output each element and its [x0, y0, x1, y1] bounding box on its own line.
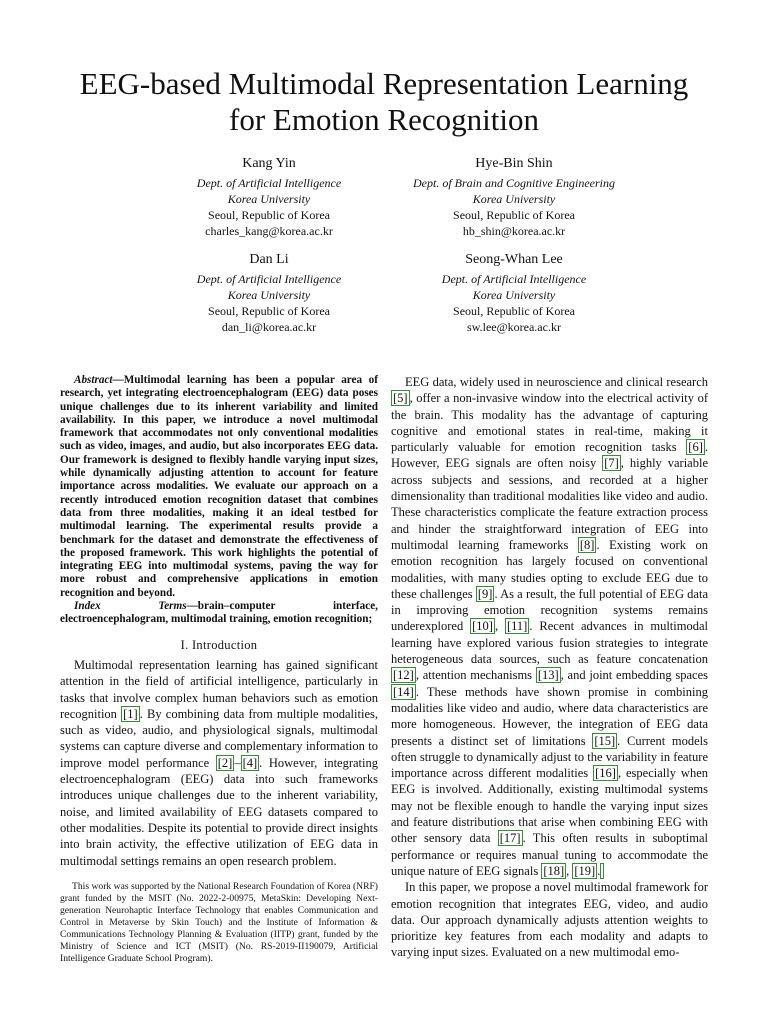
paper-title — [0, 66, 768, 138]
author-email: charles_kang@korea.ac.kr — [205, 224, 333, 238]
citation-link[interactable]: [6] — [688, 440, 703, 455]
abstract-text: —Multimodal learning has been a popular area of research, yet integrating electroencephalogram (EEG) data poses unique challenges due to its inherent variability and limited availability. In this paper, we introduce a novel multimodal framework that accommodates not only conventional modalities such as video, images, and audio, but also incorporates EEG data. Our framework is designed to flexibly handle varying input sizes, while dynamically adjusting attention to account for feature importance across modalities. We evaluate our approach on a recently introduced emotion recognition dataset that combines data from three modalities, making it an ideal testbed for multimodal learning. The experimental results provide a benchmark for the dataset and demonstrate the effectiveness of the proposed framework. This work highlights the potential of integrating EEG into multimodal systems, paving the way for more robust and comprehensive applications in emotion recognition and beyond. — [60, 374, 378, 599]
text-span: . — [597, 863, 601, 878]
citation-link[interactable]: [4] — [242, 755, 258, 770]
text-span: . By combining data from multiple modalities, such as video, audio, and physiological signals, multimodal systems can capture diverse and complementary information to improve model performance — [60, 706, 378, 770]
author-dept: Dept. of Brain and Cognitive Engineering — [413, 176, 615, 190]
citation-link[interactable]: [16] — [595, 766, 616, 781]
section-heading: I. Introduction — [180, 637, 258, 652]
citation-link[interactable]: [5] — [393, 391, 408, 406]
author-university: Korea University — [227, 192, 311, 206]
text-span: . However, EEG signals are often noisy — [391, 440, 708, 471]
author-location: Seoul, Republic of Korea — [453, 304, 575, 318]
left-column — [60, 374, 378, 965]
citation-link[interactable]: [10] — [472, 619, 493, 634]
citation-link[interactable]: [17] — [499, 831, 521, 846]
abstract — [60, 374, 378, 600]
author-email: sw.lee@korea.ac.kr — [467, 320, 561, 334]
text-span: , attention mechanisms — [415, 668, 536, 683]
author-dept: Dept. of Artificial Intelligence — [441, 272, 587, 286]
intro-paragraph-1 — [60, 657, 378, 869]
index-terms-text: —brain–computer interface, electroencephalogram, multimodal training, emotion recognition; — [60, 600, 378, 626]
author-name: Hye-Bin Shin — [475, 156, 553, 171]
citation-link[interactable]: [11] — [506, 619, 528, 634]
funding-footnote: This work was supported by the National Research Foundation of Korea (NRF) grant funded by the MSIT (No. 2022-2-00975, MetaSkin: Developing Next-generation Neurohaptic Interface Technology that enables Communication and Control in Metaverse by Skin Touch) and the Institute of Information & Communications Technology Planning & Evaluation (IITP) grant, funded by the Ministry of Science and ICT (MSIT) (No. RS-2019-II190079, Artificial Intelligence Graduate School Program). — [60, 880, 378, 964]
text-span: , and joint embedding spaces — [560, 668, 708, 683]
author-dept: Dept. of Artificial Intelligence — [196, 176, 342, 190]
text-span: – — [234, 755, 241, 770]
citation-link[interactable]: [14] — [393, 684, 414, 699]
author-email: hb_shin@korea.ac.kr — [462, 224, 566, 238]
text-span: EEG data, widely used in neuroscience and clinical research — [405, 375, 708, 389]
author-block — [349, 250, 679, 335]
title-line-2: for Emotion Recognition — [229, 102, 539, 137]
citation-link[interactable]: [18] — [543, 863, 565, 878]
citation-link[interactable]: [12] — [393, 668, 414, 683]
author-university: Korea University — [472, 192, 556, 206]
text-span: . Existing work on emotion recognition has largely focused on conventional modalities, with many studies opting to exclude EEG due to these challenges — [391, 537, 708, 601]
author-name: Seong-Whan Lee — [465, 252, 563, 267]
text-span: . However, integrating electroencephalogram (EEG) data into such frameworks introduces unique challenges due to the inherent variability, noise, and limited availability of EEG datasets compared to other modalities. Despite its potential to provide direct insights into brain activity, the effective utilization of EEG data in multimodal settings remains an open research problem. — [60, 755, 378, 868]
citation-link[interactable]: [9] — [477, 586, 493, 601]
text-span: , offer a non-invasive window into the electrical activity of the brain. This modality has the advantage of capturing cognitive and emotional states in real-time, making it particularly valuable for emotion recognition tasks — [391, 391, 708, 455]
author-university: Korea University — [227, 288, 311, 302]
text-span: , highly variable across subjects and sessions, and recorded at a higher dimensionality than traditional modalities like video and audio. These characteristics complicate the feature extraction process and hinder the straightforward integration of EEG into multimodal learning frameworks — [391, 456, 708, 552]
author-block — [349, 154, 679, 239]
text-span: , especially when EEG is involved. Additionally, existing multimodal systems may not be flexible enough to handle the varying input sizes and feature distributions that arise when combining EEG with other sensory data — [391, 766, 708, 846]
index-terms — [60, 600, 378, 627]
author-email: dan_li@korea.ac.kr — [221, 320, 317, 334]
text-span: , — [494, 619, 505, 634]
author-location: Seoul, Republic of Korea — [208, 304, 330, 318]
index-terms-label: Index Terms — [74, 600, 187, 613]
citation-link[interactable]: [8] — [579, 537, 595, 552]
author-name: Kang Yin — [242, 156, 296, 171]
citation-link[interactable]: [15] — [594, 733, 616, 748]
author-name: Dan Li — [249, 252, 289, 267]
citation-link[interactable]: [7] — [604, 456, 619, 471]
intro-paragraph-3: In this paper, we propose a novel multimodal framework for emotion recognition that integrates EEG, video, and audio data. Our approach dynamically adjusts attention weights to prioritize key features from each modality and adapts to varying input sizes. Evaluated on a new multimodal emo- — [391, 880, 708, 960]
title-line-1: EEG-based Multimodal Representation Learning — [79, 66, 689, 101]
right-column — [391, 374, 708, 961]
text-span: Multimodal representation learning has gained significant attention in the field of artificial intelligence, particularly in tasks that involve complex human behaviors such as emotion recognition — [60, 657, 378, 721]
intro-paragraph-2 — [391, 374, 708, 879]
text-span: . Current models often struggle to dynamically adjust to the variability in feature importance across different modalities — [391, 733, 708, 781]
citation-link[interactable] — [600, 863, 604, 879]
author-university: Korea University — [472, 288, 556, 302]
citation-link[interactable]: [19] — [574, 863, 596, 878]
author-dept: Dept. of Artificial Intelligence — [196, 272, 342, 286]
text-span: . As a result, the full potential of EEG data in improving emotion recognition systems remains underexplored — [391, 586, 708, 634]
author-location: Seoul, Republic of Korea — [453, 208, 575, 222]
text-span: . Recent advances in multimodal learning have explored various fusion strategies to integrate heterogeneous data sources, such as feature concatenation — [391, 619, 709, 667]
abstract-label: Abstract — [74, 374, 113, 386]
citation-link[interactable]: [2] — [217, 755, 233, 770]
author-location: Seoul, Republic of Korea — [208, 208, 330, 222]
text-span: . These methods have shown promise in combining modalities like video and audio, where data characteristics are more homogeneous. However, the integration of EEG data presents a distinct set of limitations — [391, 684, 708, 748]
citation-link[interactable]: [1] — [123, 706, 138, 721]
text-span: . This often results in suboptimal performance or requires manual tuning to accommodate the unique nature of EEG signals — [391, 831, 708, 878]
text-span: , — [566, 863, 573, 878]
citation-link[interactable]: [13] — [537, 668, 559, 683]
